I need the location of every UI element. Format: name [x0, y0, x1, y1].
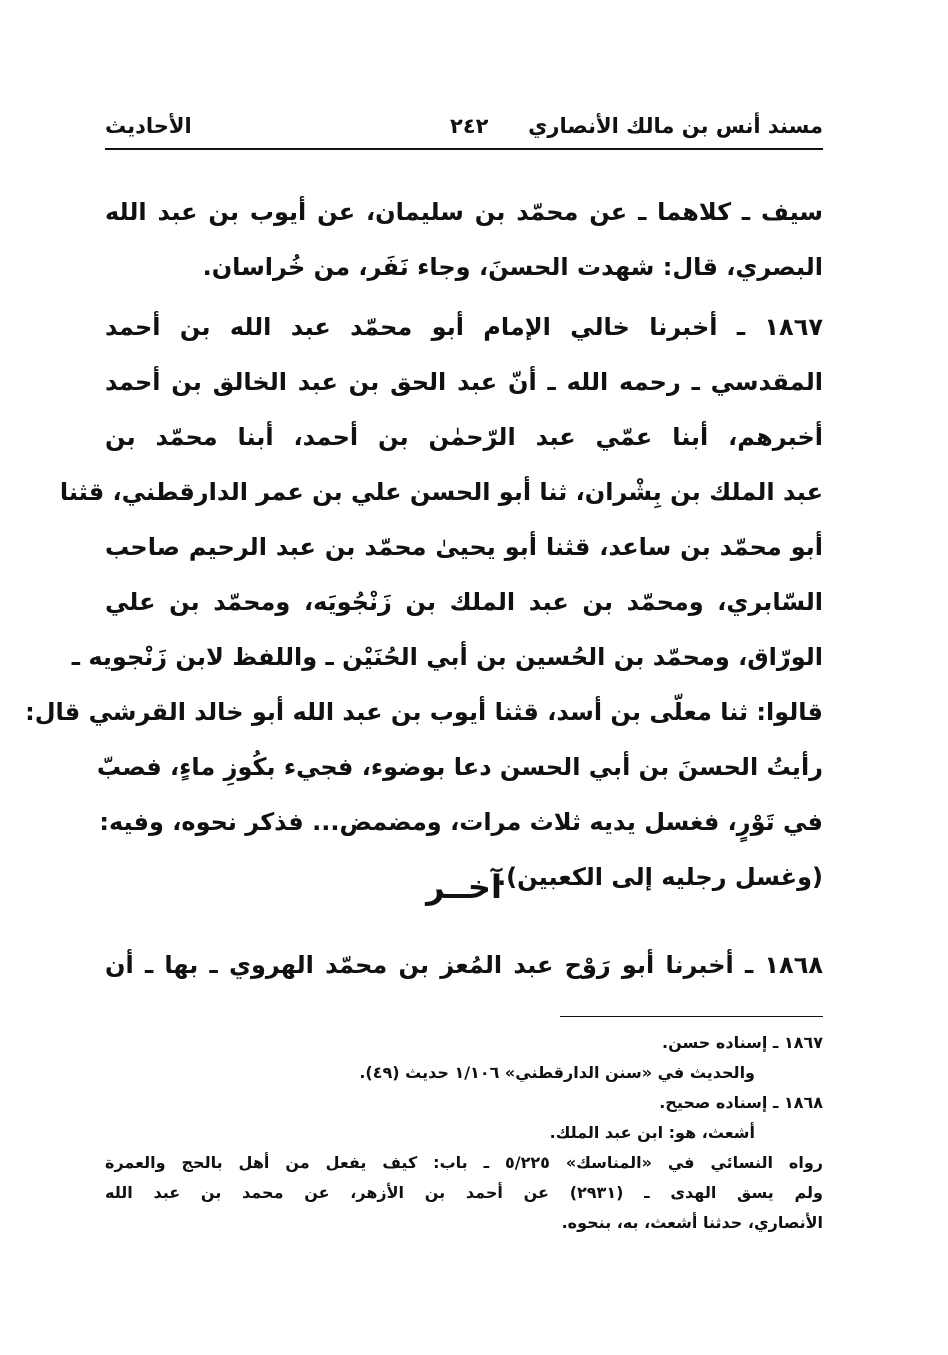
- text-line: عبد الملك بن بِشْران، ثنا أبو الحسن علي بن عمر الدارقطني، قثنا: [59, 478, 823, 506]
- book-title: مسند أنس بن مالك الأنصاري: [528, 114, 823, 138]
- text-line: البصري، قال: شهدت الحسنَ، وجاء نَفَر، من خُراسان.: [202, 253, 823, 281]
- page-number: ٢٤٢: [450, 114, 489, 138]
- footnotes: [105, 1028, 823, 1238]
- text-line: في تَوْرٍ، فغسل يديه ثلاث مرات، ومضمض... فذكر نحوه، وفيه:: [99, 808, 823, 836]
- text-line: سيف ـ كلاهما ـ عن محمّد بن سليمان، عن أيوب بن عبد الله: [105, 198, 823, 226]
- footnote-line: والحديث في «سنن الدارقطني» ١/١٠٦ حديث (٤٩).: [359, 1063, 755, 1082]
- text-line: أبو محمّد بن ساعد، قثنا أبو يحيىٰ محمّد بن عبد الرحيم صاحب: [105, 533, 823, 561]
- text-line: الورّاق، ومحمّد بن الحُسين بن أبي الحُنَيْن ـ واللفظ لابن زَنْجويه ـ: [71, 643, 823, 671]
- footnote-line: ١٨٦٨ ـ إسناده صحيح.: [659, 1093, 823, 1112]
- paragraph-continuation: [105, 185, 823, 295]
- hadith-1868: [105, 938, 823, 993]
- footnote-line: ١٨٦٧ ـ إسناده حسن.: [662, 1033, 823, 1052]
- footnote-line: ولم يسق الهدى ـ (٢٩٣١) عن أحمد بن الأزهر، عن محمد بن عبد الله: [105, 1183, 823, 1202]
- running-header: [105, 108, 823, 150]
- text-line: السّابري، ومحمّد بن عبد الملك بن زَنْجُويَه، ومحمّد بن علي: [105, 588, 823, 616]
- text-line: رأيتُ الحسنَ بن أبي الحسن دعا بوضوء، فجيء بكُوزِ ماءٍ، فصبّ: [96, 753, 823, 781]
- text-line: ١٨٦٧ ـ أخبرنا خالي الإمام أبو محمّد عبد الله بن أحمد: [105, 313, 823, 341]
- text-line: المقدسي ـ رحمه الله ـ أنّ عبد الحق بن عبد الخالق بن أحمد: [105, 368, 823, 396]
- text-line: قالوا: ثنا معلّى بن أسد، قثنا أيوب بن عبد الله أبو خالد القرشي قال:: [25, 698, 823, 726]
- section-heading: آخــر: [426, 868, 502, 906]
- text-line: ١٨٦٨ ـ أخبرنا أبو رَوْح عبد المُعز بن محمّد الهروي ـ بها ـ أن: [105, 951, 823, 979]
- footnote-divider: [560, 1016, 823, 1017]
- hadith-1867: [25, 300, 823, 905]
- footnote-line: أشعث، هو: ابن عبد الملك.: [549, 1123, 755, 1142]
- section-title: الأحاديث: [105, 114, 192, 138]
- text-line: (وغسل رجليه إلى الكعبين).: [497, 863, 823, 891]
- footnote-line: الأنصاري، حدثنا أشعث، به، بنحوه.: [561, 1213, 823, 1232]
- text-line: أخبرهم، أبنا عمّي عبد الرّحمٰن بن أحمد، أبنا محمّد بن: [105, 423, 823, 451]
- footnote-line: رواه النسائي في «المناسك» ٥/٢٢٥ ـ باب: كيف يفعل من أهل بالحج والعمرة: [105, 1153, 824, 1172]
